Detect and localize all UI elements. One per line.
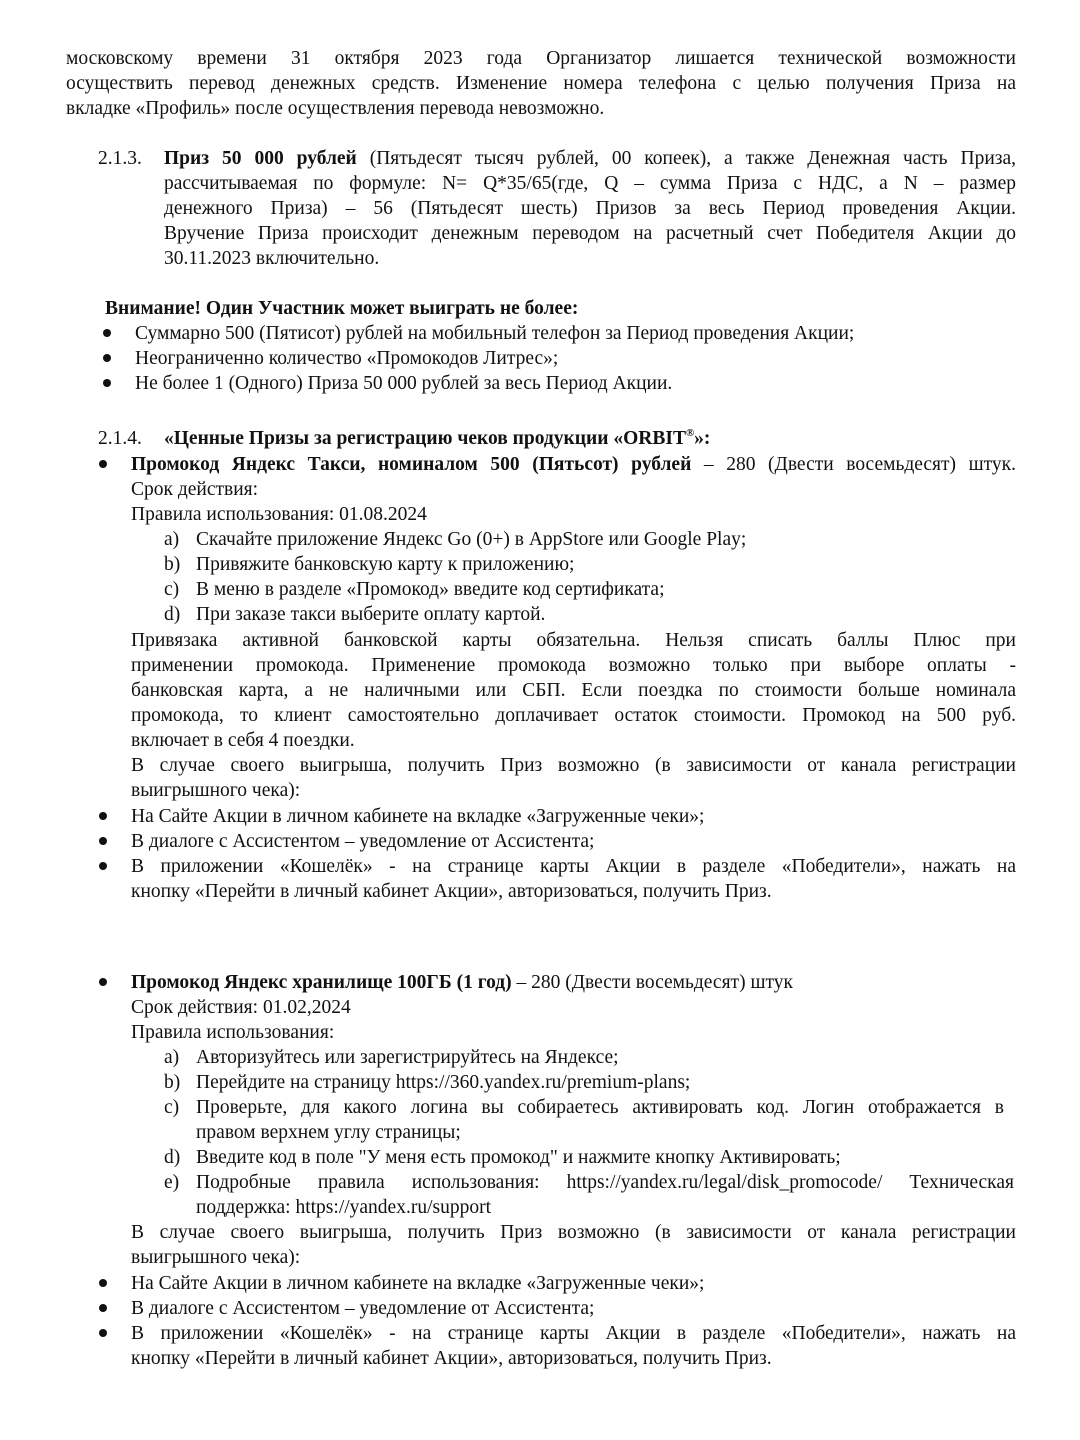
- storage-step: Подробные правила использования: https://yandex.ru/legal/disk_promocode/ Техническая: [196, 1172, 1014, 1193]
- section-number: 2.1.3.: [98, 148, 142, 169]
- taxi-title-bold: Промокод Яндекс Такси, номиналом 500 (Пятьсот) рублей: [131, 454, 692, 475]
- section-213-line: рассчитываемая по формуле: N= Q*35/65(где, Q – сумма Приза с НДС, а N – размер: [164, 173, 1016, 194]
- step-marker: a): [164, 1047, 180, 1068]
- storage-step-cont: поддержка: https://yandex.ru/support: [196, 1197, 491, 1218]
- attention-item: Неограниченно количество «Промокодов Литрес»;: [135, 348, 559, 369]
- bullet-icon: [103, 354, 111, 362]
- taxi-claim-line: В случае своего выигрыша, получить Приз возможно (в зависимости от канала регистрации: [131, 755, 1016, 776]
- section-213-line: денежного Приза) – 56 (Пятьдесят шесть) Призов за весь Период проведения Акции.: [164, 198, 1016, 219]
- storage-step: Авторизуйтесь или зарегистрируйтесь на Яндексе;: [196, 1047, 619, 1068]
- storage-channel-cont: кнопку «Перейти в личный кабинет Акции», авторизоваться, получить Приз.: [131, 1348, 772, 1369]
- storage-step: Проверьте, для какого логина вы собираетесь активировать код. Логин отображается в: [196, 1097, 1004, 1118]
- storage-channel: В диалоге с Ассистентом – уведомление от Ассистента;: [131, 1298, 595, 1319]
- bullet-icon: [103, 379, 111, 387]
- storage-title: [131, 970, 793, 995]
- step-marker: c): [164, 1097, 180, 1118]
- bullet-icon: [103, 329, 111, 337]
- attention-item: Суммарно 500 (Пятисот) рублей на мобильный телефон за Период проведения Акции;: [135, 323, 855, 344]
- step-marker: e): [164, 1172, 180, 1193]
- bullet-icon: [99, 837, 107, 845]
- taxi-channel: В приложении «Кошелёк» - на странице карты Акции в разделе «Победители», нажать на: [131, 856, 1016, 877]
- bullet-icon: [99, 460, 107, 468]
- taxi-note-line: Привязака активной банковской карты обязательна. Нельзя списать баллы Плюс при: [131, 630, 1016, 651]
- title-text: «Ценные Призы за регистрацию чеков продукции «ORBIT: [164, 428, 686, 449]
- intro-line: вкладке «Профиль» после осуществления перевода невозможно.: [66, 98, 605, 119]
- taxi-channel-cont: кнопку «Перейти в личный кабинет Акции», авторизоваться, получить Приз.: [131, 881, 772, 902]
- step-marker: a): [164, 529, 180, 550]
- taxi-note-line: применении промокода. Применение промокода возможно только при выборе оплаты -: [131, 655, 1016, 676]
- prize-desc: (Пятьдесят тысяч рублей, 00 копеек), а также Денежная часть Приза,: [356, 148, 1016, 169]
- storage-validity: Срок действия: 01.02,2024: [131, 997, 351, 1018]
- storage-claim-line: выигрышного чека):: [131, 1247, 301, 1268]
- taxi-step: Привяжите банковскую карту к приложению;: [196, 554, 575, 575]
- taxi-step: Скачайте приложение Яндекс Go (0+) в AppStore или Google Play;: [196, 529, 747, 550]
- section-213-heading: [164, 146, 1016, 171]
- bullet-icon: [99, 978, 107, 986]
- bullet-icon: [99, 812, 107, 820]
- section-214-title: [164, 426, 710, 451]
- step-marker: b): [164, 1072, 181, 1093]
- storage-channel: В приложении «Кошелёк» - на странице карты Акции в разделе «Победители», нажать на: [131, 1323, 1016, 1344]
- attention-title: Внимание! Один Участник может выиграть не более:: [105, 298, 579, 319]
- bullet-icon: [99, 1329, 107, 1337]
- prize-title: Приз 50 000 рублей: [164, 148, 357, 169]
- step-marker: d): [164, 1147, 181, 1168]
- taxi-validity: Срок действия:: [131, 479, 259, 500]
- taxi-channel: На Сайте Акции в личном кабинете на вкладке «Загруженные чеки»;: [131, 806, 705, 827]
- storage-step-cont: правом верхнем углу страницы;: [196, 1122, 461, 1143]
- intro-line: осуществить перевод денежных средств. Изменение номера телефона с целью получения Приза на: [66, 73, 1016, 94]
- storage-title-rest: – 280 (Двести восемьдесят) штук: [511, 972, 793, 993]
- section-213-line: 30.11.2023 включительно.: [164, 248, 380, 269]
- taxi-rules-label: Правила использования: 01.08.2024: [131, 504, 427, 525]
- step-marker: d): [164, 604, 181, 625]
- storage-channel: На Сайте Акции в личном кабинете на вкладке «Загруженные чеки»;: [131, 1273, 705, 1294]
- step-marker: c): [164, 579, 180, 600]
- storage-step: Введите код в поле "У меня есть промокод" и нажмите кнопку Активировать;: [196, 1147, 841, 1168]
- taxi-claim-line: выигрышного чека):: [131, 780, 301, 801]
- taxi-title-rest: – 280 (Двести восемьдесят) штук.: [691, 454, 1016, 475]
- title-suffix: »:: [694, 428, 711, 449]
- taxi-step: При заказе такси выберите оплату картой.: [196, 604, 546, 625]
- section-213-line: Вручение Приза происходит денежным переводом на расчетный счет Победителя Акции до: [164, 223, 1016, 244]
- bullet-icon: [99, 862, 107, 870]
- taxi-note-line: промокода, то клиент самостоятельно доплачивает остаток стоимости. Промокод на 500 руб.: [131, 705, 1016, 726]
- attention-item: Не более 1 (Одного) Приза 50 000 рублей за весь Период Акции.: [135, 373, 673, 394]
- bullet-icon: [99, 1304, 107, 1312]
- storage-step: Перейдите на страницу https://360.yandex.ru/premium-plans;: [196, 1072, 691, 1093]
- intro-line: московскому времени 31 октября 2023 года Организатор лишается технической возможности: [66, 48, 1016, 69]
- taxi-note-line: банковская карта, а не наличными или СБП. Если поездка по стоимости больше номинала: [131, 680, 1016, 701]
- taxi-note-line: включает в себя 4 поездки.: [131, 730, 355, 751]
- storage-title-bold: Промокод Яндекс хранилище 100ГБ (1 год): [131, 972, 512, 993]
- taxi-step: В меню в разделе «Промокод» введите код сертификата;: [196, 579, 665, 600]
- registered-mark: ®: [685, 427, 695, 439]
- storage-rules-label: Правила использования:: [131, 1022, 335, 1043]
- taxi-title: [131, 452, 1016, 477]
- section-number: 2.1.4.: [98, 428, 142, 449]
- taxi-channel: В диалоге с Ассистентом – уведомление от Ассистента;: [131, 831, 595, 852]
- step-marker: b): [164, 554, 181, 575]
- storage-claim-line: В случае своего выигрыша, получить Приз возможно (в зависимости от канала регистрации: [131, 1222, 1016, 1243]
- bullet-icon: [99, 1279, 107, 1287]
